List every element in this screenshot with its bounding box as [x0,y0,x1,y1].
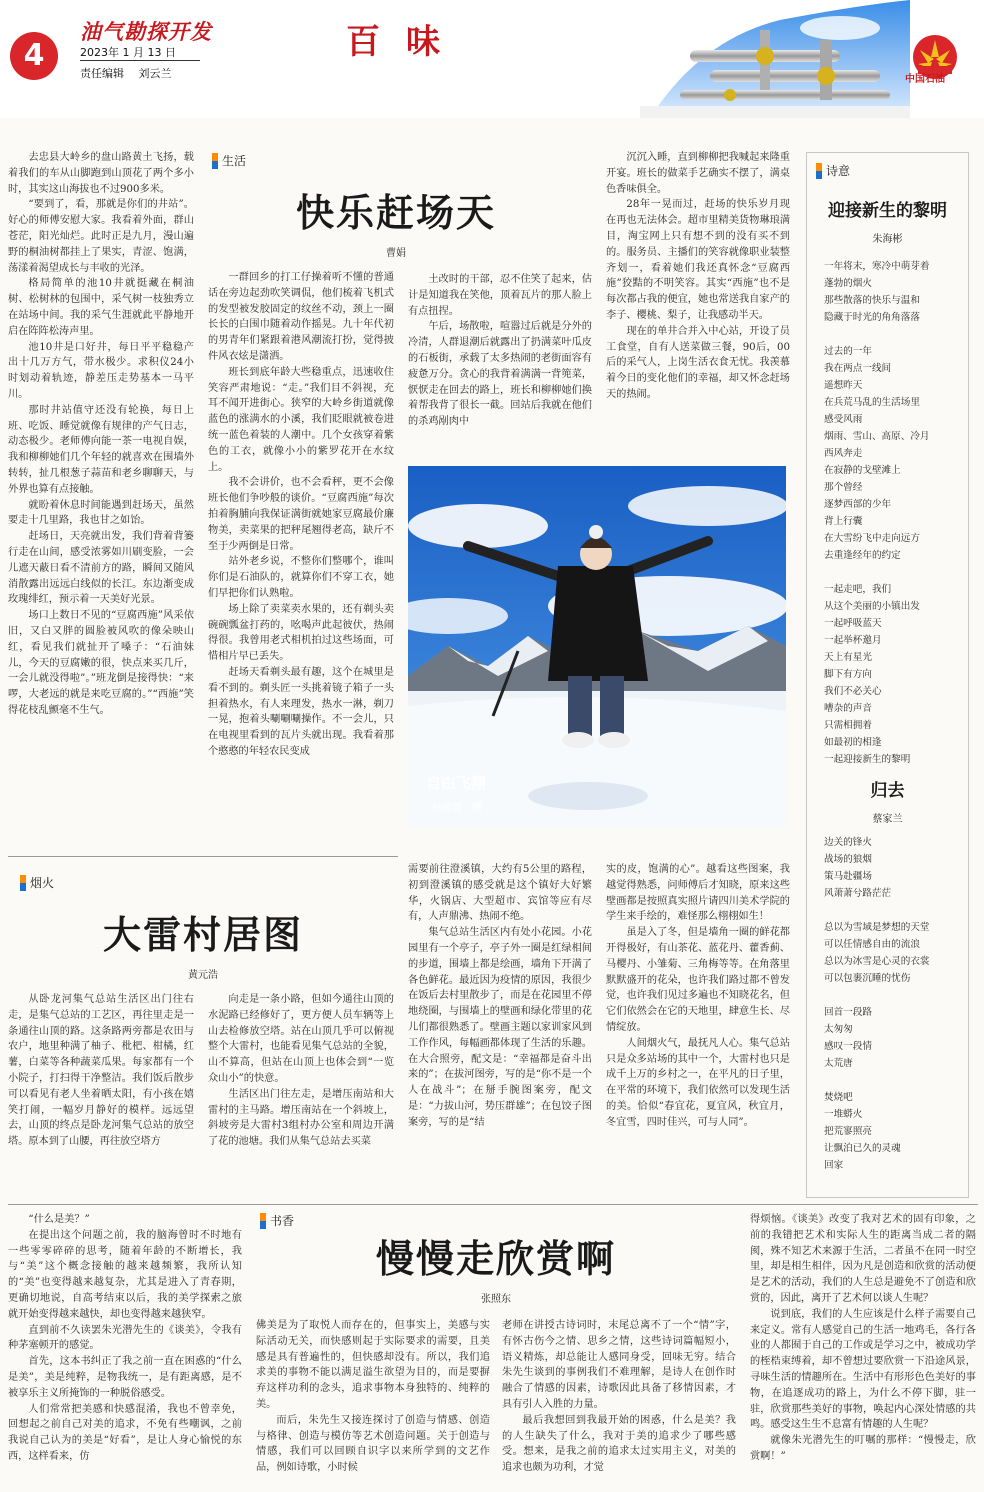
paragraph: 一群回乡的打工仔操着听不懂的普通话在旁边起劲吹笑调侃，他们梳着飞机式的发型被发胶固定的纹丝不动，颈上一圈长长的白围巾随着动作摇晃。九十年代初的男青年们紧跟着港风潮流打扮，觉得披件风衣炫是潇洒。 [208,272,394,362]
paragraph: 就像朱光潜先生的叮嘱的那样：“慢慢走，欣赏啊！” [750,1435,976,1462]
paragraph: 需要前往澄溪镇，大约有5公里的路程，初到澄溪镇的感受就是这个镇好大好繁华，火锅店、大型超市、宾馆等应有尽有，人声鼎沸、热闹不绝。 [408,864,592,923]
article1-column-4 [606,150,790,403]
paragraph: 格局简单的池10井就挺藏在桐油树、松树林的包围中，采气树一枝独秀立在站场中间。我的采气生涯就此平静地开启在阵阵松涛声里。 [8,278,194,337]
paragraph: 在提出这个问题之前，我的脑海曾时不时地有一些零零碎碎的思考，随着年龄的不断增长，我与“美”这个概念接触的越来越频繁，我所认知的“美”也变得越来越复杂，尤其是进入了青春期，更确切地说，自高考结束以后，我的美学探索之旅就开始变得越来越快，却也变得越来越狭窄。 [8,1229,242,1320]
article3-column-4 [750,1212,976,1465]
article1-column-1 [8,150,194,719]
article2-column-3 [408,862,592,1131]
paragraph: 班长到底年龄大些稳重点，迅速收住笑容严肃地说：“走。”我们目不斜视，充耳不闻开进街心。狭窄的大岭乡街道就像蓝色的涨满水的小溪，我们眨眼就被卷进统一蓝色着装的人潮中。几个女孩穿着紫色的工衣，就像小小的紫罗花开在水纹上。 [208,366,394,473]
article3-section-tag [260,1212,294,1229]
paragraph: 集气总站生活区内有处小花园。小花园里有一个亭子，亭子外一圈是红绿相间的步道，围墙上都是绘画，墙角下开满了各色鲜花。最近因为疫情的原因，我很少在饭后去村里散步了，而是在花园里不停地绕圈，与围墙上的壁画和绿化带里的花儿们都很熟悉了。壁画主题以家训家风到工作作风，每幅画都体现了生活的乐趣。在大合照旁，配文是：“幸福都是奋斗出来的”；在拔河图旁，写的是“你不是一个人在战斗”；在掰手腕图案旁，配文是：“力拔山河，势压群雄”；在包饺子图案旁，写的是“结 [408,927,592,1128]
page-number: 4 [10,32,58,80]
tag-marker-icon [260,1213,266,1229]
poetry-section-tag [816,162,850,179]
paragraph: 虽是入了冬，但是墙角一圈的鲜花都开得极好，有山茶花、蓝花丹、藿香蓟、马樱丹、小雏菊、三角梅等等。在角落里默默盛开的花朵，也许我们路过都不曾发觉，也许我们见过多遍也不知晓花名，但它们依然会在它的天地里，肆意生长、尽情绽放。 [606,927,790,1033]
article3-column-1 [8,1212,242,1465]
paragraph: 实的皮，饱满的心”。越看这些图案，我越觉得熟悉，问师傅后才知晓，原来这些壁画都是按照真实照片请四川美术学院的学生来手绘的，难怪那么栩栩如生！ [606,864,790,923]
paragraph: 现在的单井合并入中心站，开设了员工食堂，自有人送菜做三餐，90后，00后的采气人，上岗生活衣食无忧。我羡慕着今日的变化他们的幸福，却又怀念赶场天的热闹。 [606,325,790,400]
paragraph: 那时井站值守还没有轮换，每日上班、吃饭、睡觉就像有规律的产气日志，动态极少。老师傅向能一茶一电视自娱，我和柳柳她们几个年轻的就喜欢在围墙外转转，扯几根葱子蒜苗和老乡聊聊天，与外界也算有点接触。 [8,404,194,495]
photo-credit: 杨媛媛 摄 [432,803,482,814]
paragraph: 人们常常把美感和快感混淆，我也不曾幸免，回想起之前自己对美的追求，不免有些嘲讽，之前我说自己认为的美是“好看”，是让人身心愉悦的东西，这样看来，仿 [8,1403,242,1462]
poem1-author: 朱海彬 [872,234,903,245]
paragraph: 老师在讲授古诗词时，末尾总离不了一个“情”字，有怀古伤今之情、思乡之情，这些诗词篇幅短小，语义精炼，却总能让人感同身受，回味无穷。结合朱先生谈到的事例我们不难理解，是诗人在创作时融合了情感的因素，诗歌因此具备了移情因素，才具有引人入胜的力量。 [502,1320,736,1410]
poem2-text: 边关的锋火 战场的狼烟 策马赴疆场 风萧萧兮路茫茫 总以为雪域是梦想的天堂 可以任情感自由的流浪 总以为冰雪是心灵的衣裳 可以包裹沉睡的忧伤 回首一段路 太匆匆 感叹一段情 太荒唐 焚烧吧 一堆蟒火 把荒寥照亮 让飘泊已久的灵魂 回家 [824,837,930,1171]
poem1-text: 一年将末，寒冷中萌芽着 蓬勃的烟火 那些散落的快乐与温和 隐藏于时光的角角落落 过去的一年 我在两点一线间 遥想昨天 在兵荒马乱的生活场里 感受风雨 烟雨、雪山、高原、冷月 西风奔走 在寂静的戈壁滩上 那个曾经 逐梦西部的少年 背上行囊 在大雪纷飞中走向远方 去重逢经年的约定 一起走吧，我们 从这个美丽的小镇出发 一起呼吸蓝天 一起举杯邀月 天上有星光 脚下有方向 我们不必关心 嘈杂的声音 只需相拥着 如最初的相逢 一起迎接新生的黎明 [824,261,930,765]
article2-column-2 [208,992,394,1150]
paragraph: 向走是一条小路，但如今通往山顶的水泥路已经修好了，更方便人员车辆等上山去检修放空塔。站在山顶几乎可以俯视整个大雷村，也能看见集气总站的全貌，山不算高，但站在山顶上也体会到“一览众山小”的快意。 [208,994,394,1084]
tag-label: 诗意 [826,164,851,178]
article1-column-3 [408,272,592,430]
paragraph: 去忠县大岭乡的盘山路黄土飞扬，载着我们的车从山脚跑到山顶花了两个多小时，其实这山海拔也不过900多米。 [8,152,194,195]
article2-column-1 [8,992,194,1150]
article1-headline: 快乐赶场天 [295,190,496,235]
logo-wordmark: 中国石油 [905,74,945,85]
paragraph: 首先，这本书纠正了我之前一直在困惑的“什么是美”，美是纯粹，是物我统一，是有距离感，是不被享乐主义所掩饰的一种脱俗感受。 [8,1356,242,1399]
paragraph: 从卧龙河集气总站生活区出门往右走，是集气总站的工艺区，再往里走是一条通往山顶的路。这条路两旁都是农田与农户，地里种满了柚子、枇杷、柑橘，红薯，白菜等各种蔬菜瓜果。每家都有一个小院子，打扫得干净整洁。我们饭后散步可以看见有老人坐着晒太阳，有小孩在嬉笑打闹，一幅岁月静好的模样。远远望去，山顶的终点是卧龙河集气总站的放空塔。原本到了山腰，再往放空塔方 [8,994,194,1148]
tag-marker-icon [816,163,822,179]
poem2-title: 归去 [870,781,905,801]
editor-credit: 责任编辑 刘云兰 [80,67,172,80]
paragraph: 场口上数日不见的“豆腐西施”风采依旧，又白又胖的圆脸被风吹的像朵映山红，看见我们就扯开了嗓子：“石油妹儿，今天的豆腐嫩的很，快点来买几斤，一会儿就没得啦”。”班龙倒是接得快：“来啰，大老远的就是来吃豆腐的。”“西施”笑得花枝乱颤毫不生气。 [8,610,194,716]
paragraph: 生活区出门往左走，是增压南站和大雷村的主马路。增压南站在一个斜坡上，斜坡旁是大雷村3组村办公室和周边开满了花的池塘。我们从集气总站去买菜 [208,1088,394,1148]
article3-column-3 [502,1318,736,1476]
paragraph: 土改时的干部，忍不住笑了起来，估计是知道我在笑他，顶着瓦片的那人脸上有点扭捏。 [408,274,592,317]
photo-caption: 自由飞翔 [426,774,487,792]
paper-name: 油气勘探开发 [80,20,212,44]
article2-section-tag [20,874,54,891]
article2-column-4 [606,862,790,1131]
oil-plant-illustration [640,0,910,118]
paragraph: “要到了，看，那就是你们的井站”。好心的师傅安慰大家。我看着外面，群山苍茫，阳光灿烂。此时正是九月，漫山遍野的桐油树都挂上了果实，青涩、饱满，荡漾着渴望成长与丰收的光泽。 [8,199,194,274]
poem2-author: 蔡家兰 [872,814,903,825]
paragraph: 说到底，我们的人生应该是什么样子需要自己来定义。常有人感觉自己的生活一地鸡毛，各行各业的人都囿于自己的工作或是学习之中，被成功学的桎梏束缚着，却不曾想过要欣赏一下沿途风景，寻味生活的情趣所在。生活中有形形色色美好的事物，在追逐成功的路上，为什么不停下脚，驻一驻，欣赏那些美好的事物，唤起内心深处情感的共鸣。感受这生生不息富有情趣的人生呢？ [750,1308,976,1431]
divider [8,1204,978,1205]
paragraph: 场上除了卖菜卖水果的，还有剃头卖碗碗瓢盆打药的，吆喝声此起彼伏，热闹得很。我曾用老式相机拍过这些场面，可惜相片早已丢失。 [208,603,394,663]
paragraph: 佛美是为了取悦人而存在的，但事实上，美感与实际活动无关，而快感则起于实际要求的需要，且美感是具有普遍性的，但快感却没有。所以，我们追求美的事物不能以满足溢生欲望为目的，而是要摒弃这样功利的念头，追求事物本身独特的、纯粹的美。 [256,1320,490,1410]
article2-byline: 黄元浩 [188,970,218,981]
paragraph: 赶场日，天亮就出发，我们背着背篓行走在山间，感受浓雾如川刷变脸，一会儿遮天蔽日看不清前方的路，瞬间又随风消散露出远远白线似的长江。东边渐变成玫瑰绯红，预示着一天美好光景。 [8,531,194,606]
tag-label: 书香 [270,1214,295,1228]
paragraph: 站外老乡说，不整你们整哪个，谁叫你们是石油队的，就算你们不穿工衣，她们早把你们认熟啦。 [208,556,394,599]
paragraph: 28年一晃而过，赶场的快乐岁月现在再也无法体会。超市里精美货物琳琅满目，淘宝网上只有想不到的没有买不到的。服务员、主播们的笑容就像职业装整齐划一，看着她们我还真怀念“豆腐西施”狡黠的不明笑容。其实“西施”也不是每次都占我的便宜，她也常送我自家产的李子、樱桃、梨子，让我感动半天。 [606,199,790,321]
article3-byline: 张照东 [481,1294,511,1305]
tag-marker-icon [212,153,218,169]
masthead [0,0,984,118]
article3-headline: 慢慢走欣赏啊 [375,1236,616,1281]
paragraph: 我不会讲价，也不会看秤，更不会像班长他们争吵般的谈价。“豆腐西施”每次拍着胸脯向我保证满街就她家豆腐最价廉物美，卖菜果的把秤尾翘得老高，缺斤不至于少两倒是日常。 [208,477,394,552]
paragraph: 直到前不久读罢朱光潜先生的《谈美》，令我有种茅塞顿开的感觉。 [8,1324,242,1352]
article1-section-tag [212,152,246,169]
paragraph: 得烦恼。《谈美》改变了我对艺术的固有印象，之前的我错把艺术和实际人生的距离当成二者的隔阂，殊不知艺术来源于生活，二者虽不在同一时空里，却是相生相伴，因为凡是创造和欣赏的活动便是艺术的活动，我们的人生总是避免不了创造和欣赏的，因此，离开了艺术何以谈人生呢？ [750,1214,976,1304]
tag-label: 生活 [222,154,247,168]
paragraph: 沉沉入睡，直到柳柳把我喊起来隆重开宴。班长的做菜手艺确实不摆了，满桌色香味俱全。 [606,152,790,195]
paragraph: 而后，朱先生又接连探讨了创造与情感、创造与格律、创造与模仿等艺术创造问题。关于创造与情感，我们可以回顾自识字以来所学到的文艺作品，例如诗歌，小时候 [256,1414,490,1474]
masthead-rule [80,60,200,61]
paragraph: 人间烟火气，最抚凡人心。集气总站只是众多站场的其中一个，大雷村也只是成千上万的乡村之一，在平凡的日子里，在平常的环境下，我们依然可以发现生活的美。恰似“春宜花，夏宜风，秋宜月，冬宜雪，四时佳兴，可与人同”。 [606,1037,790,1128]
poem1-title: 迎接新生的黎明 [828,201,947,221]
paragraph: 最后我想回到我最开始的困惑，什么是美？我的人生缺失了什么，我对于美的追求少了哪些感受。想来，是我之前的追求太过实用主义，对美的追求也颇为功利，才觉 [502,1414,736,1474]
tag-label: 烟火 [30,876,55,890]
paragraph: 池10井是口好井，每日平平稳稳产出十几万方气，带水极少。求积仪24小时划动着轨迹，静差压走势基本一马平川。 [8,341,194,400]
paragraph: “什么是美？” [28,1214,90,1225]
article3-column-2 [256,1318,490,1476]
article1-column-2 [208,270,394,760]
tag-marker-icon [20,875,26,891]
divider [8,856,398,857]
issue-date: 2023年 1 月 13 日 [80,46,176,59]
paragraph: 午后，场散啦，喧嚣过后就是分外的冷清，人群退潮后就露出了扔满菜叶瓜皮的石板街，承载了太多热闹的老街面容有疲惫万分。贪心的我背着满满一背篼菜，恹恹走在回去的路上，班长和柳柳她们换着帮我背了很长一截。回站后我就在他们的杀鸡剐肉中 [408,321,592,428]
paragraph: 赶场天看剃头最有趣，这个在城里是看不到的。剃头匠一头挑着镜子箱子一头担着热水，有人来理发，热水一淋，剃刀一晃，抱着头唰唰唰操作。不一会儿，只在电视里看到的瓦片头就出现。我看着那个憨憨的年轻农民变成 [208,666,394,757]
article2-headline: 大雷村居图 [102,912,303,957]
paragraph: 就盼着休息时间能遇到赶场天，虽然要走十几里路，我也甘之如饴。 [8,499,194,527]
article1-byline: 曹娟 [386,248,406,259]
section-title: 百味 [346,22,466,62]
